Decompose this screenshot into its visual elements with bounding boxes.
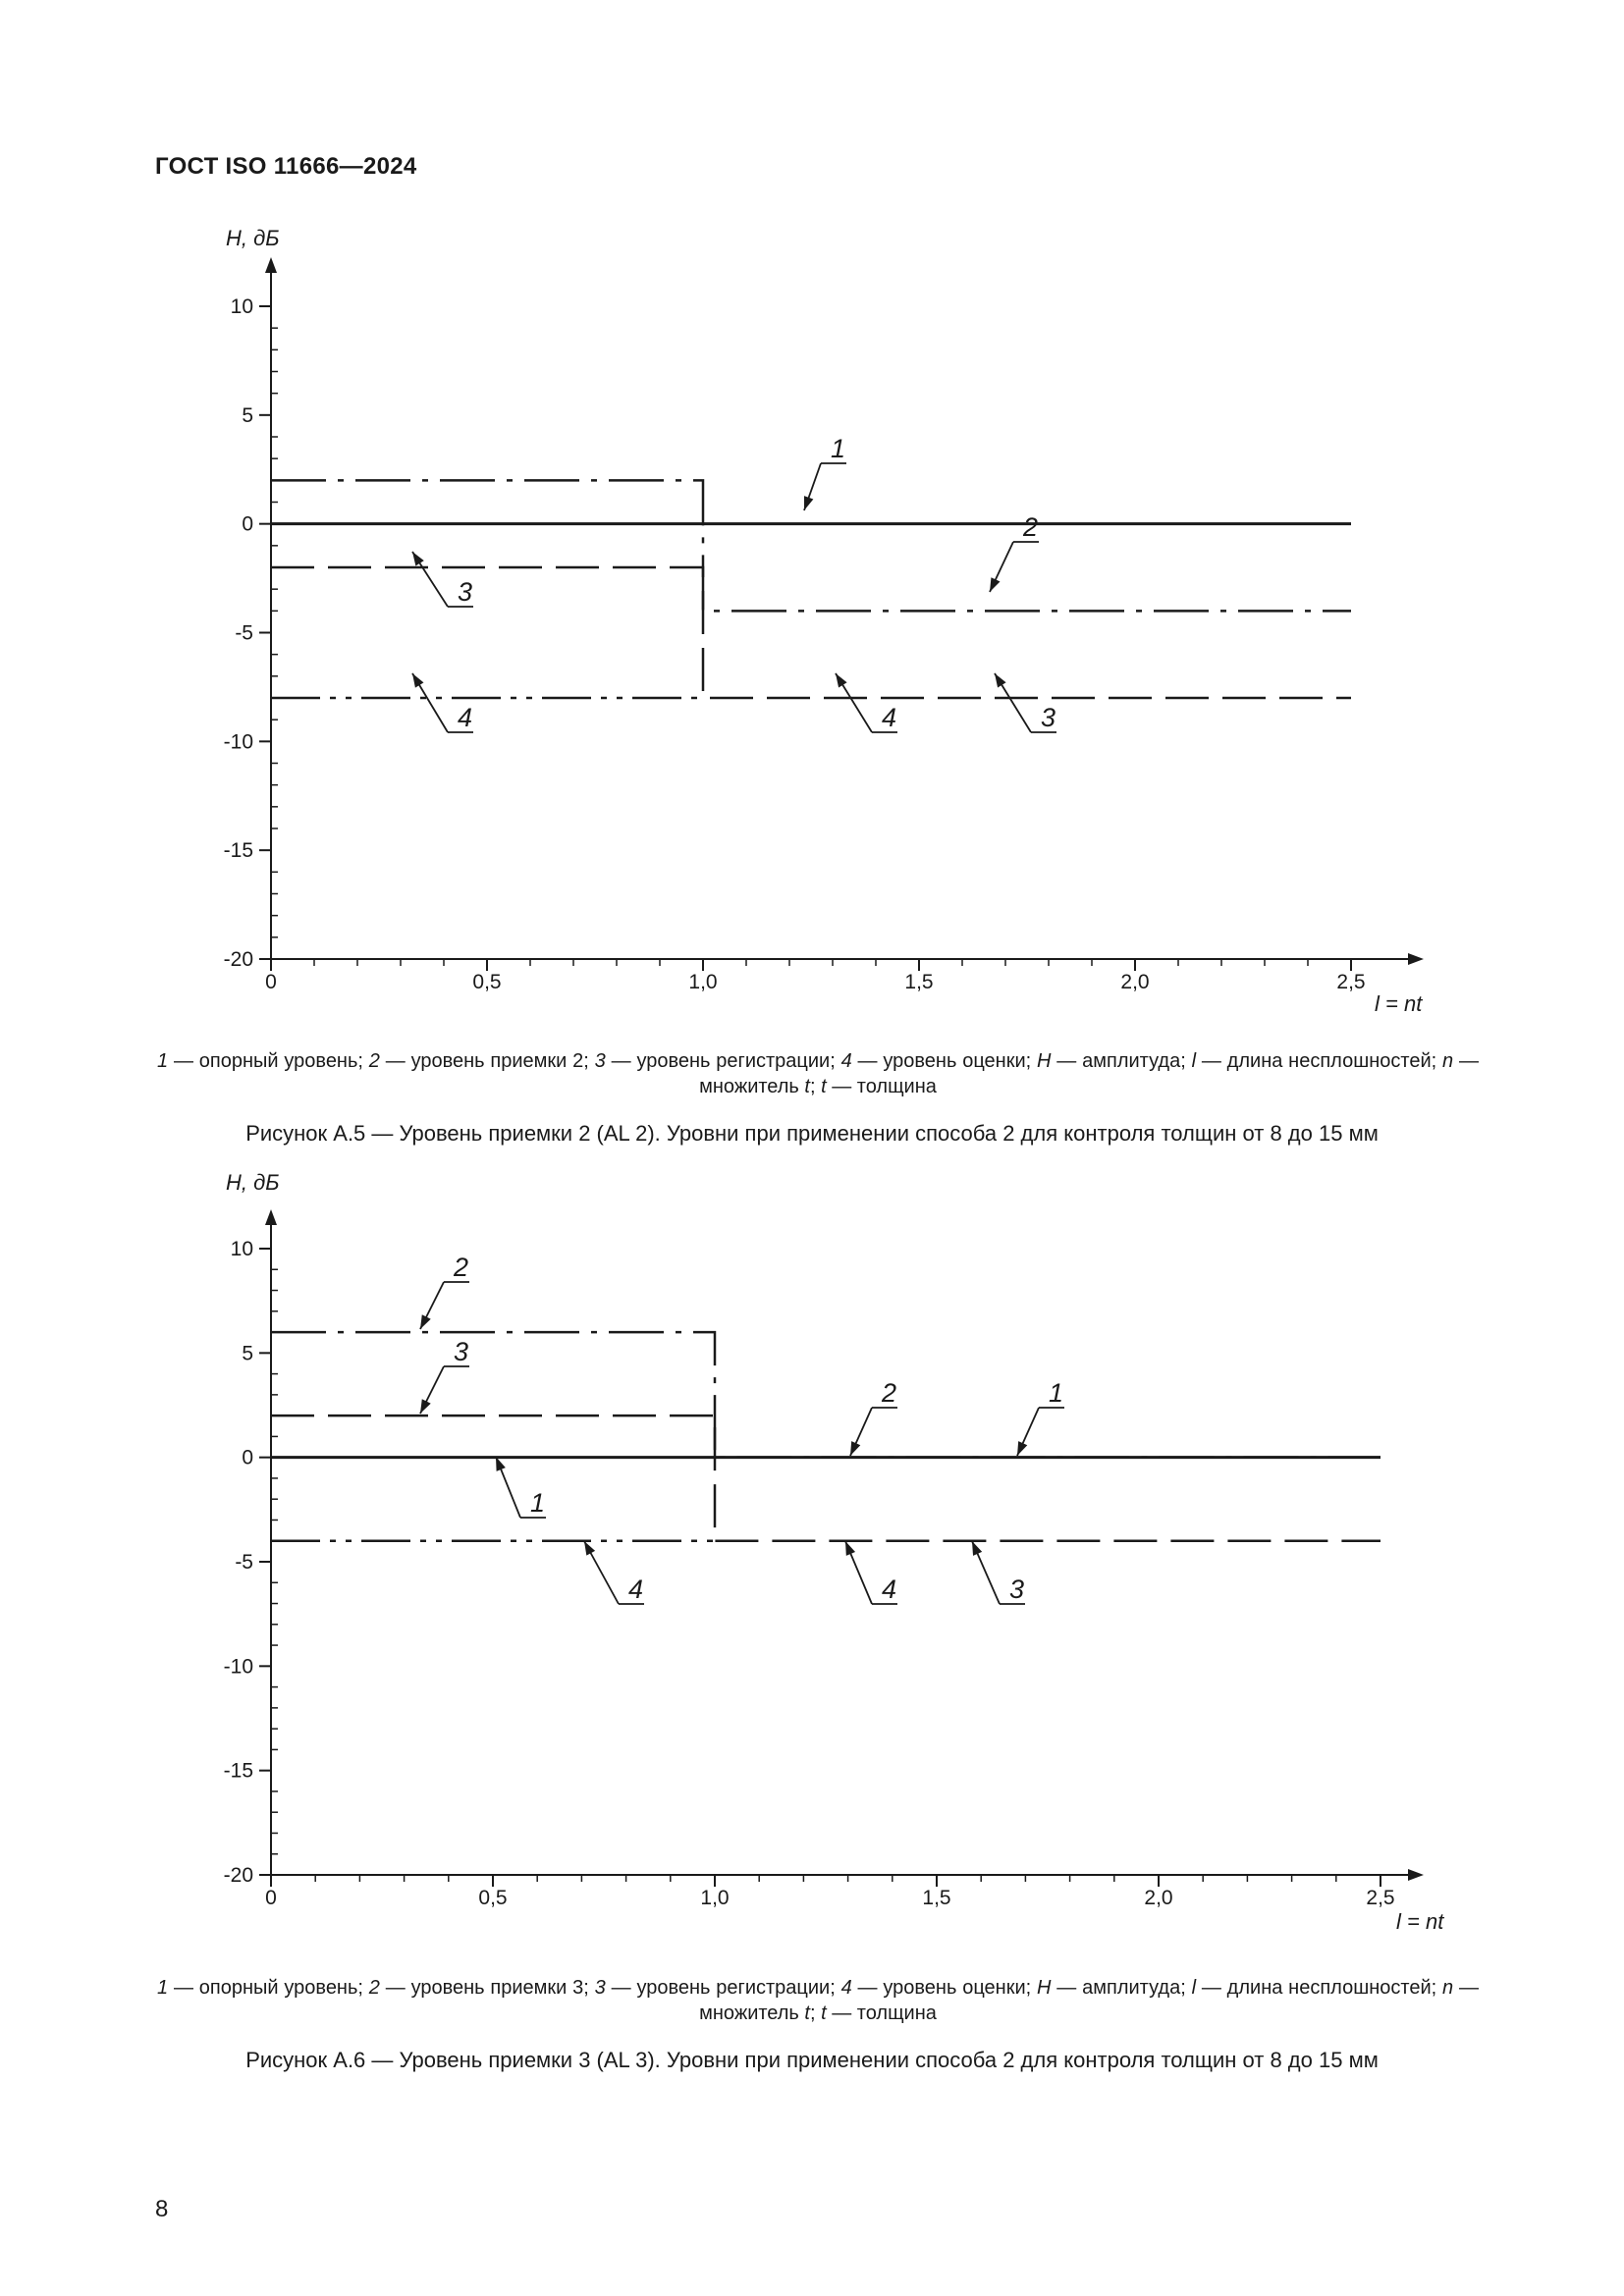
x-tick-label: 2,0 <box>1144 1887 1173 1909</box>
callout-arrow-icon <box>850 1441 860 1456</box>
y-axis-label: H, дБ <box>226 226 280 250</box>
x-tick-label: 0,5 <box>478 1887 508 1909</box>
callout-label-1: 1 <box>530 1488 546 1518</box>
callout-arrow-icon <box>845 1541 855 1556</box>
x-tick-label: 2,5 <box>1366 1887 1395 1909</box>
y-tick-label: -15 <box>223 839 253 863</box>
page-number: 8 <box>155 2196 169 2222</box>
callout-arrow-icon <box>584 1541 595 1556</box>
x-tick-label: 0,5 <box>472 971 502 993</box>
callout-arrow-icon <box>496 1457 506 1471</box>
legend-a6: 1 — опорный уровень; 2 — уровень приемки 3; 3 — уровень регистрации; 4 — уровень оценки; H — амплитуда; l — длина несплошностей; n — множитель t; t — толщина <box>157 1977 1479 2024</box>
y-tick-label: 0 <box>242 512 253 536</box>
callout-label-1: 1 <box>1049 1378 1064 1408</box>
series-line-2 <box>271 1332 1380 1458</box>
callout-label-2: 2 <box>882 1378 897 1408</box>
callout-label-4: 4 <box>628 1575 644 1604</box>
callout-label-2: 2 <box>454 1253 469 1282</box>
figure-caption-a5: Рисунок А.5 — Уровень приемки 2 (AL 2). Уровни при применении способа 2 для контроля толщин от 8 до 15 мм <box>245 1121 1379 1146</box>
callout-label-4: 4 <box>882 703 897 732</box>
y-axis-label: H, дБ <box>226 1170 280 1195</box>
callout-label-4: 4 <box>458 703 473 732</box>
y-tick-label: -20 <box>223 1864 253 1887</box>
legend-a5: 1 — опорный уровень; 2 — уровень приемки 2; 3 — уровень регистрации; 4 — уровень оценки; H — амплитуда; l — длина несплошностей; n — множитель t; t — толщина <box>157 1050 1479 1097</box>
x-axis-label: l = nt <box>1396 1909 1444 1934</box>
y-tick-label: 5 <box>242 1342 253 1365</box>
y-tick-label: -10 <box>223 730 253 754</box>
callout-label-3: 3 <box>1041 703 1056 732</box>
y-tick-label: 10 <box>230 1238 253 1260</box>
x-axis-label: l = nt <box>1375 991 1423 1016</box>
x-tick-label: 2,5 <box>1336 971 1366 993</box>
callout-arrow-icon <box>1017 1441 1027 1456</box>
y-axis-arrow-icon <box>265 1209 277 1225</box>
document-header: ГОСТ ISO 11666—2024 <box>155 153 417 180</box>
x-tick-label: 0 <box>265 971 277 993</box>
x-tick-label: 1,0 <box>688 971 718 993</box>
callout-arrow-icon <box>420 1314 431 1329</box>
y-tick-label: -10 <box>223 1655 253 1679</box>
y-tick-label: -15 <box>223 1759 253 1783</box>
x-axis-arrow-icon <box>1408 1869 1424 1881</box>
series-line-3 <box>271 1415 1380 1541</box>
y-tick-label: 0 <box>242 1446 253 1469</box>
x-tick-label: 2,0 <box>1120 971 1150 993</box>
callout-label-3: 3 <box>454 1337 469 1366</box>
y-tick-label: 10 <box>230 295 253 318</box>
x-tick-label: 1,0 <box>700 1887 730 1909</box>
y-tick-label: -20 <box>223 948 253 971</box>
y-tick-label: 5 <box>242 403 253 427</box>
callout-arrow-icon <box>420 1399 431 1414</box>
x-tick-label: 1,5 <box>904 971 934 993</box>
y-tick-label: -5 <box>235 1551 253 1574</box>
callout-label-3: 3 <box>1009 1575 1025 1604</box>
callout-label-2: 2 <box>1023 512 1039 542</box>
callout-arrow-icon <box>972 1541 982 1556</box>
x-tick-label: 1,5 <box>922 1887 951 1909</box>
x-tick-label: 0 <box>265 1887 277 1909</box>
callout-label-1: 1 <box>831 434 846 463</box>
y-tick-label: -5 <box>235 621 253 645</box>
callout-label-4: 4 <box>882 1575 897 1604</box>
figure-caption-a6: Рисунок А.6 — Уровень приемки 3 (AL 3). Уровни при применении способа 2 для контроля толщин от 8 до 15 мм <box>245 2048 1379 2072</box>
callout-label-3: 3 <box>458 577 473 607</box>
